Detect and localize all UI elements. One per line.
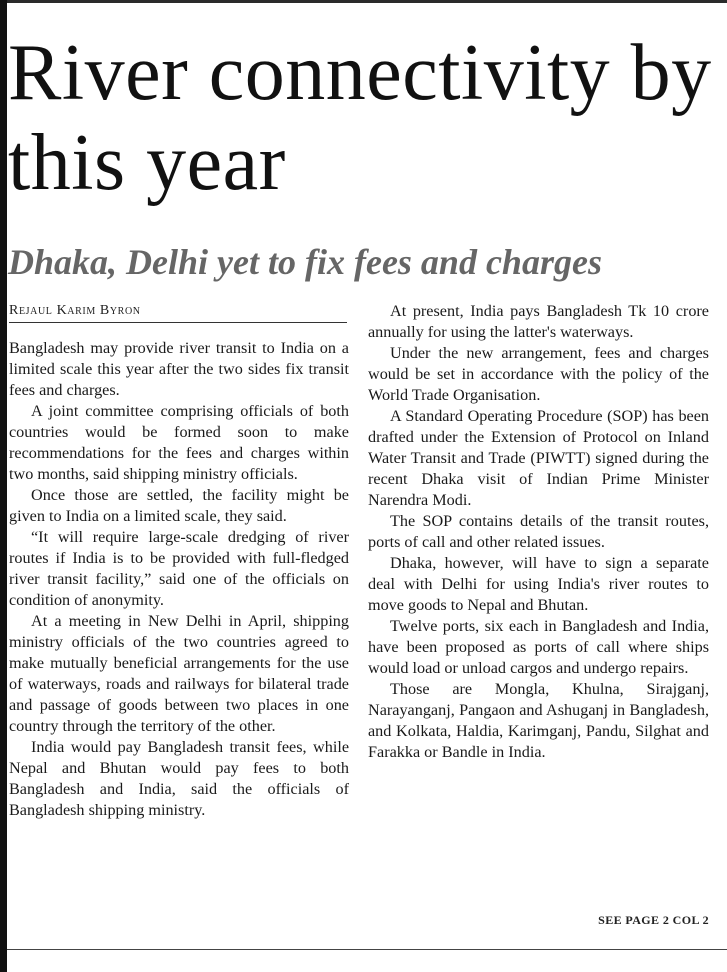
headline: River connectivity by this year bbox=[8, 29, 712, 207]
page-left-edge bbox=[0, 0, 7, 972]
article-column-left bbox=[9, 338, 349, 821]
article-column-right bbox=[368, 301, 709, 763]
paragraph: At a meeting in New Delhi in April, shipping ministry officials of the two countries agreed to make mutually beneficial arrangements for the use of waterways, roads and railways for bilateral trade and passage of goods between two places in one country through the territory of the other. bbox=[9, 612, 349, 735]
continuation-jump: SEE PAGE 2 COL 2 bbox=[598, 913, 709, 927]
paragraph: Dhaka, however, will have to sign a separate deal with Delhi for using India's river routes to move goods to Nepal and Bhutan. bbox=[368, 554, 709, 614]
paragraph: “It will require large-scale dredging of river routes if India is to be provided with full-fledged river transit facility,” said one of the officials on condition of anonymity. bbox=[9, 528, 349, 609]
paragraph: Twelve ports, six each in Bangladesh and India, have been proposed as ports of call where ships would load or unload cargos and undergo repairs. bbox=[368, 617, 709, 677]
paragraph: Under the new arrangement, fees and charges would be set in accordance with the policy of the World Trade Organisation. bbox=[368, 344, 709, 404]
paragraph: Those are Mongla, Khulna, Sirajganj, Narayanganj, Pangaon and Ashuganj in Bangladesh, and Kolkata, Haldia, Karimganj, Pandu, Silghat and Farakka or Bandle in India. bbox=[368, 680, 709, 761]
paragraph: Once those are settled, the facility might be given to India on a limited scale, they said. bbox=[9, 486, 349, 525]
paragraph: India would pay Bangladesh transit fees, while Nepal and Bhutan would pay fees to both Bangladesh and India, said the officials of Bangladesh shipping ministry. bbox=[9, 738, 349, 819]
paragraph: The SOP contains details of the transit routes, ports of call and other related issues. bbox=[368, 512, 709, 551]
subheadline: Dhaka, Delhi yet to fix fees and charges bbox=[8, 242, 602, 282]
paragraph: Bangladesh may provide river transit to India on a limited scale this year after the two sides fix transit fees and charges. bbox=[9, 339, 349, 399]
top-rule bbox=[0, 0, 727, 3]
byline: Rejaul Karim Byron bbox=[9, 303, 347, 323]
paragraph: A joint committee comprising officials of both countries would be formed soon to make recommendations for the fees and charges within two months, said shipping ministry officials. bbox=[9, 402, 349, 483]
paragraph: A Standard Operating Procedure (SOP) has been drafted under the Extension of Protocol on Inland Water Transit and Trade (PIWTT) signed during the recent Dhaka visit of Indian Prime Minister Narendra Modi. bbox=[368, 407, 709, 509]
paragraph: At present, India pays Bangladesh Tk 10 crore annually for using the latter's waterways. bbox=[368, 302, 709, 341]
bottom-rule bbox=[7, 949, 727, 950]
